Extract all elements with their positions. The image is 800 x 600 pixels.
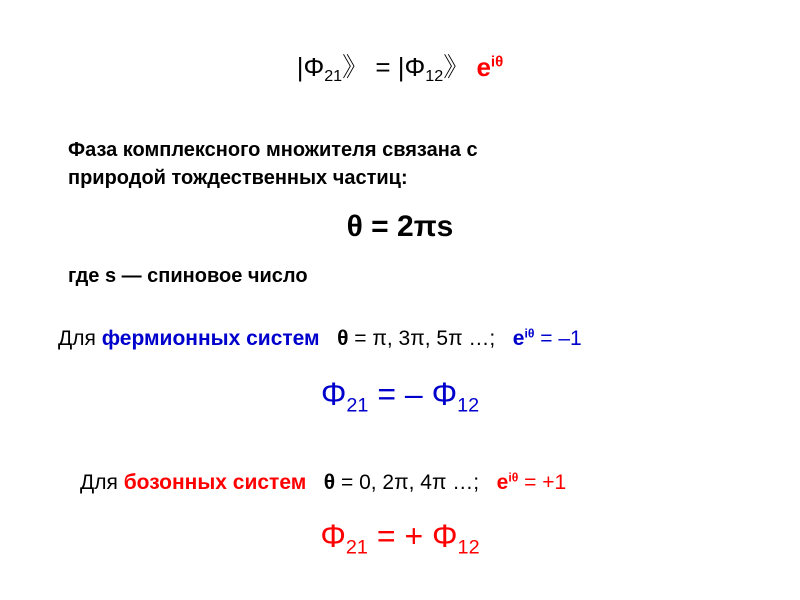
theta-equals: = xyxy=(362,210,398,243)
boson-theta-values: = 0, 2π, 4π …; xyxy=(335,471,480,494)
lhs-phi: |Φ xyxy=(296,52,325,82)
description-line-1: Фаза комплексного множителя связана с xyxy=(68,139,478,161)
fermion-line xyxy=(58,328,582,349)
rhs-phi: |Φ xyxy=(397,52,426,82)
fermion-exp-base: e xyxy=(512,327,525,350)
equals-sign: = xyxy=(368,52,398,82)
exp-base: e xyxy=(476,52,491,82)
theta-value: 2πs xyxy=(397,210,454,243)
boson-exp-superscript: iθ xyxy=(508,470,519,485)
fermion-eq-phi: Φ xyxy=(320,376,347,412)
boson-exp-result: = +1 xyxy=(518,471,567,494)
fermion-systems-label: фермионных систем xyxy=(101,327,320,350)
fermion-exp-superscript: iθ xyxy=(524,326,535,341)
boson-systems-label: бозонных систем xyxy=(123,471,307,494)
fermion-equation xyxy=(0,376,800,417)
fermion-theta: θ xyxy=(337,327,349,350)
boson-exp-base: e xyxy=(496,471,509,494)
boson-prefix: Для xyxy=(80,471,124,494)
rhs-subscript: 12 xyxy=(425,67,444,86)
theta-symbol: θ xyxy=(346,210,363,243)
fermion-exp-result: = –1 xyxy=(534,327,582,350)
fermion-prefix: Для xyxy=(58,327,102,350)
description-line-2: природой тождественных частиц: xyxy=(68,167,408,189)
boson-eq-sub2: 12 xyxy=(457,536,480,559)
fermion-eq-sub1: 21 xyxy=(346,394,369,417)
lhs-subscript: 21 xyxy=(324,67,343,86)
top-equation xyxy=(0,52,800,86)
spin-note: где s — спиновое число xyxy=(68,265,308,287)
boson-eq-phi: Φ xyxy=(320,518,346,554)
lhs-bracket: 》 xyxy=(342,52,369,82)
fermion-theta-values: = π, 3π, 5π …; xyxy=(348,327,496,350)
exp-superscript: iθ xyxy=(490,53,504,71)
boson-theta: θ xyxy=(323,471,336,494)
boson-eq-mid: = + Φ xyxy=(367,518,458,554)
fermion-eq-sub2: 12 xyxy=(457,394,480,417)
description-text xyxy=(68,136,478,192)
rhs-bracket: 》 xyxy=(443,52,477,82)
boson-equation xyxy=(0,518,800,559)
boson-line xyxy=(80,472,566,493)
fermion-eq-mid: = – Φ xyxy=(368,376,458,412)
boson-eq-sub1: 21 xyxy=(345,536,368,559)
theta-equation xyxy=(0,212,800,242)
